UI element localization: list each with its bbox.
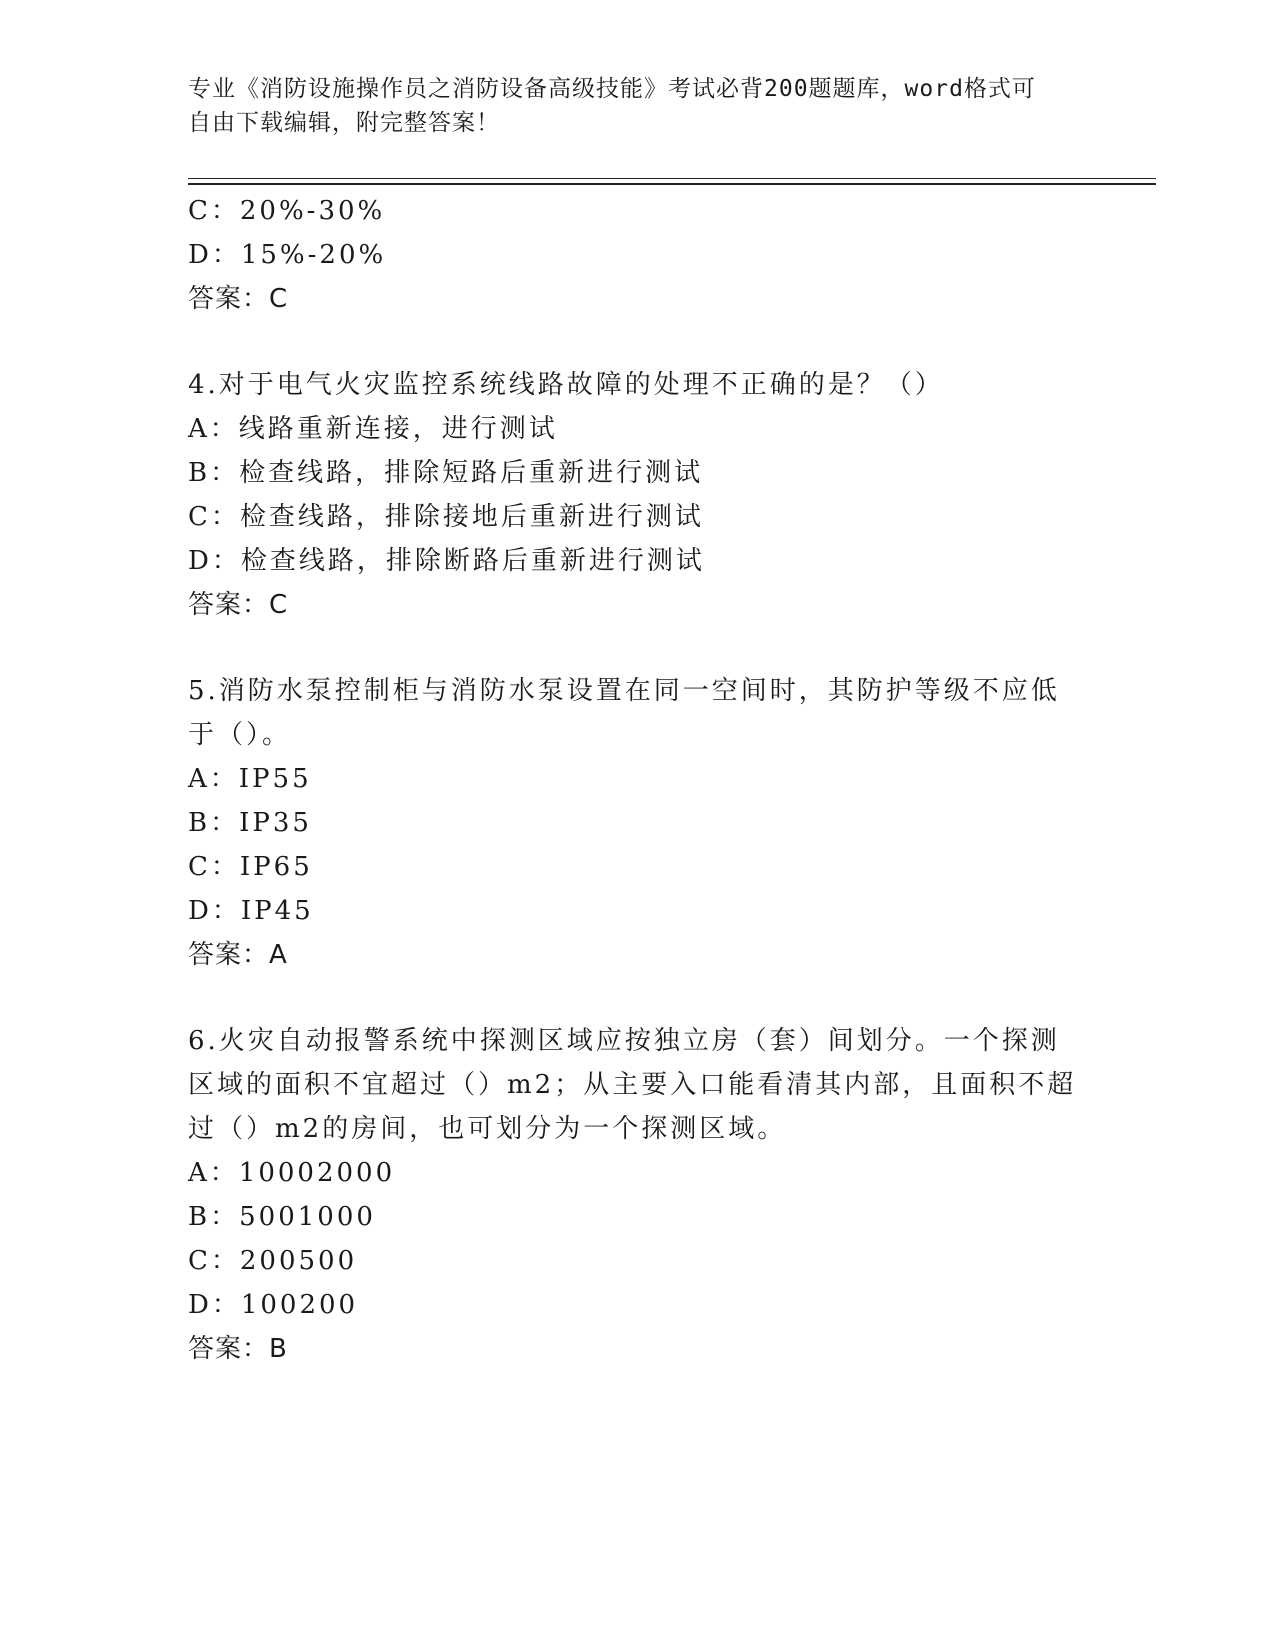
q4-option-a: A：线路重新连接，进行测试 <box>188 414 558 444</box>
q5-question-line-2: 于（）。 <box>188 720 292 750</box>
q6-question-line-2: 区域的面积不宜超过（）m2；从主要入口能看清其内部，且面积不超 <box>188 1070 1077 1100</box>
q5-option-c: C：IP65 <box>188 852 313 882</box>
q6-option-b: B：5001000 <box>188 1202 376 1232</box>
q3-answer: 答案：C <box>188 284 289 314</box>
q5-option-a: A：IP55 <box>188 764 312 794</box>
q5-option-b: B：IP35 <box>188 808 312 838</box>
q4-question: 4.对于电气火灾监控系统线路故障的处理不正确的是？（） <box>188 370 944 400</box>
header-title-line-1: 专业《消防设施操作员之消防设备高级技能》考试必背200题题库，word格式可 <box>188 76 1036 102</box>
q3-option-d: D：15%-20% <box>188 240 387 270</box>
header-divider-bottom <box>188 183 1156 185</box>
q6-question-line-3: 过（）m2的房间，也可划分为一个探测区域。 <box>188 1114 787 1144</box>
q6-answer: 答案：B <box>188 1334 288 1364</box>
q4-answer: 答案：C <box>188 590 289 620</box>
header-title-line-2: 自由下载编辑，附完整答案！ <box>188 110 500 136</box>
q6-question-line-1: 6.火灾自动报警系统中探测区域应按独立房（套）间划分。一个探测 <box>188 1026 1060 1056</box>
q5-answer: 答案：A <box>188 940 288 970</box>
q4-option-b: B：检查线路，排除短路后重新进行测试 <box>188 458 704 488</box>
document-header <box>188 72 1068 140</box>
q5-option-d: D：IP45 <box>188 896 314 926</box>
q6-option-c: C：200500 <box>188 1246 358 1276</box>
q6-option-d: D：100200 <box>188 1290 359 1320</box>
q3-option-c: C：20%-30% <box>188 196 386 226</box>
q5-question-line-1: 5.消防水泵控制柜与消防水泵设置在同一空间时，其防护等级不应低 <box>188 676 1060 706</box>
q6-option-a: A：10002000 <box>188 1158 396 1188</box>
q4-option-d: D：检查线路，排除断路后重新进行测试 <box>188 546 705 576</box>
q4-option-c: C：检查线路，排除接地后重新进行测试 <box>188 502 704 532</box>
header-divider-top <box>188 178 1156 179</box>
